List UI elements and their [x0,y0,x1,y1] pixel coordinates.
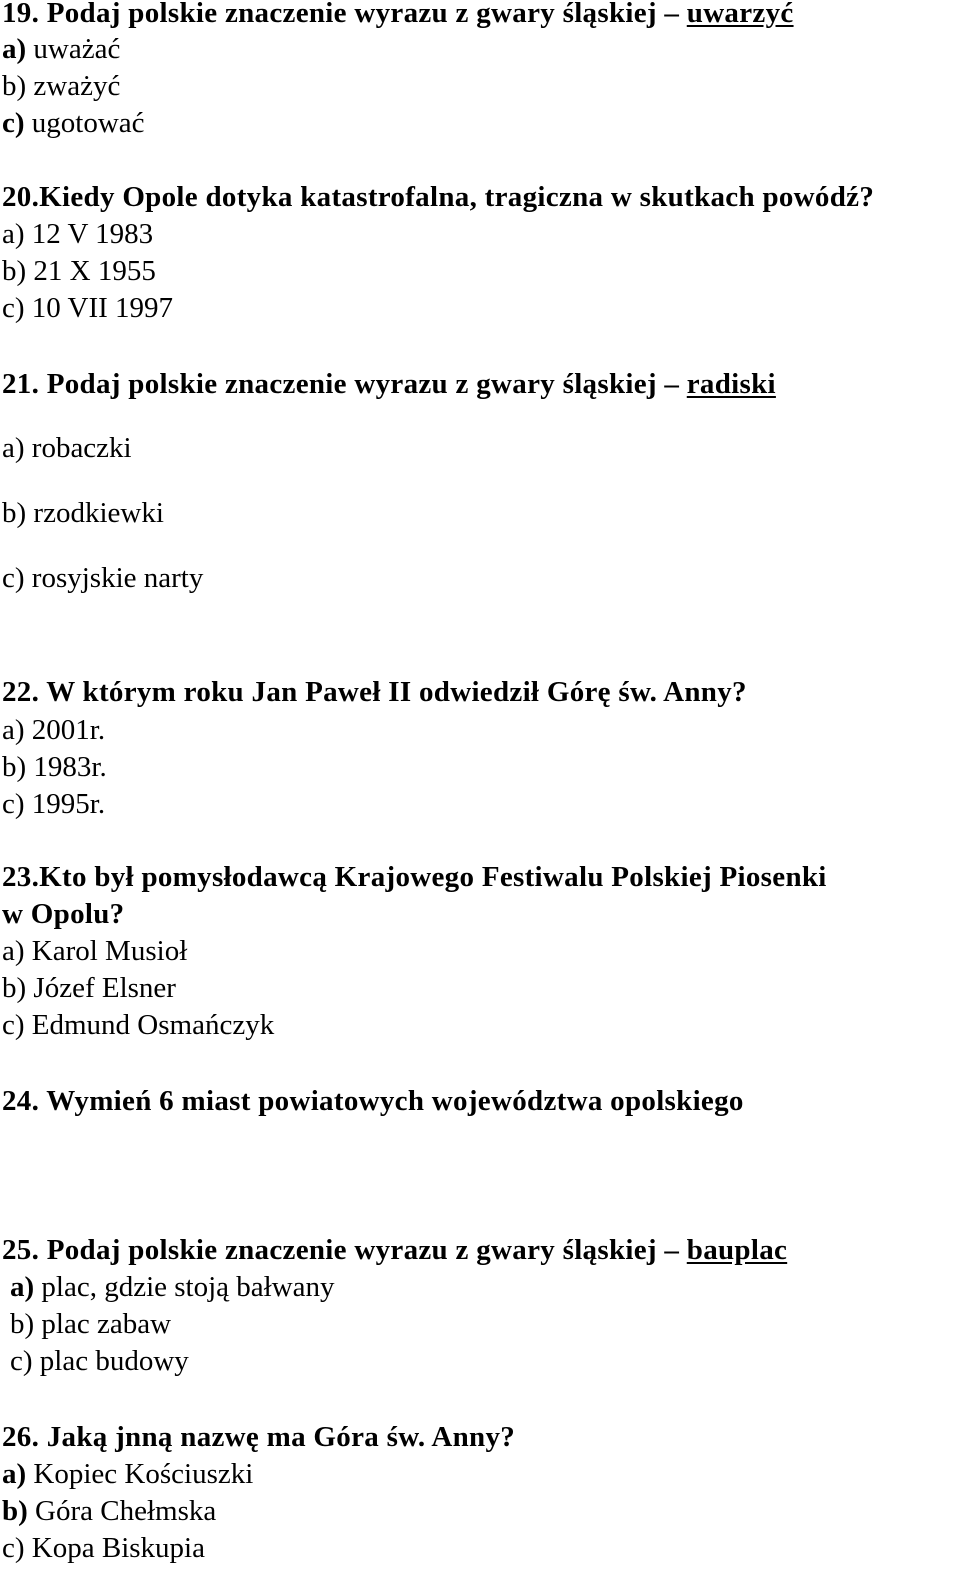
answer-option [2,106,145,140]
option-letter: c) [2,107,25,139]
question-number: 25. [2,1234,40,1266]
option-letter: a) [10,1271,35,1303]
answer-option [10,1270,335,1304]
answer-option [2,496,164,530]
question-text: Jaką jnną nazwę ma Góra św. Anny? [46,1421,516,1453]
question-text: Kiedy Opole dotyka katastrofalna, tragiczna w skutkach powódź? [39,181,875,213]
option-text: robaczki [31,432,132,464]
answer-option [2,69,120,103]
answer-option [10,1307,171,1341]
question-text: Podaj polskie znaczenie wyrazu z gwary śląskiej – [46,368,687,400]
dialect-term: bauplac [686,1234,788,1266]
answer-option [2,217,153,251]
answer-option [2,934,187,968]
answer-option [2,971,176,1005]
dialect-term: uwarzyć [686,0,794,29]
option-letter: a) [2,935,25,967]
question-26 [2,1420,515,1454]
question-number: 23. [2,861,40,893]
answer-option [2,32,120,66]
option-text: rosyjskie narty [31,562,204,594]
option-letter: b) [2,1495,28,1527]
question-19 [2,0,794,30]
option-letter: b) [2,751,27,783]
option-letter: a) [2,714,25,746]
option-letter: b) [2,972,27,1004]
question-21 [2,367,776,401]
question-text: w Opolu? [2,898,125,930]
option-text: 2001r. [31,714,106,746]
question-23 [2,860,827,894]
question-24 [2,1084,744,1118]
answer-option [2,561,203,595]
answer-option [2,750,107,784]
answer-option [2,1008,274,1042]
question-22 [2,675,747,709]
answer-option [2,1457,253,1491]
question-number: 21. [2,368,40,400]
option-letter: a) [2,33,27,65]
option-letter: b) [2,70,27,102]
option-text: plac zabaw [41,1308,172,1340]
question-text: Podaj polskie znaczenie wyrazu z gwary śląskiej – [46,1234,687,1266]
option-text: 12 V 1983 [31,218,154,250]
question-25 [2,1233,787,1267]
dialect-term: radiski [686,368,776,400]
question-number: 19. [2,0,40,29]
answer-option [2,787,105,821]
option-text: Józef Elsner [33,972,176,1004]
option-text: 1995r. [31,788,106,820]
option-letter: b) [10,1308,35,1340]
answer-option [10,1344,189,1378]
option-letter: c) [2,1009,25,1041]
answer-option [2,713,105,747]
option-text: plac, gdzie stoją bałwany [41,1271,335,1303]
option-letter: a) [2,432,25,464]
question-text: W którym roku Jan Paweł II odwiedził Górę św. Anny? [46,676,747,708]
answer-option [2,254,156,288]
option-letter: b) [2,497,27,529]
question-text: Kto był pomysłodawcą Krajowego Festiwalu Polskiej Piosenki [39,861,827,893]
option-letter: c) [2,788,25,820]
option-text: Kopiec Kościuszki [33,1458,254,1490]
question-text: Wymień 6 miast powiatowych województwa opolskiego [46,1085,744,1117]
option-letter: a) [2,1458,27,1490]
option-text: 21 X 1955 [33,255,156,287]
question-number: 22. [2,676,40,708]
option-text: rzodkiewki [33,497,164,529]
option-letter: a) [2,218,25,250]
question-number: 24. [2,1085,40,1117]
question-number: 26. [2,1421,40,1453]
option-text: 10 VII 1997 [31,292,174,324]
option-text: zważyć [33,70,121,102]
answer-option [2,291,173,325]
option-text: Góra Chełmska [35,1495,217,1527]
option-text: Karol Musioł [31,935,188,967]
option-letter: c) [10,1345,33,1377]
option-text: plac budowy [39,1345,189,1377]
option-letter: b) [2,255,27,287]
option-text: uważać [33,33,121,65]
answer-option [2,431,132,465]
answer-option [2,1531,205,1565]
option-letter: c) [2,292,25,324]
option-text: ugotować [31,107,145,139]
question-23-continuation [2,897,124,931]
question-20 [2,180,874,214]
answer-option [2,1494,216,1528]
question-number: 20. [2,181,40,213]
option-letter: c) [2,1532,25,1564]
option-text: 1983r. [33,751,107,783]
option-text: Kopa Biskupia [31,1532,205,1564]
question-text: Podaj polskie znaczenie wyrazu z gwary śląskiej – [46,0,687,29]
option-text: Edmund Osmańczyk [31,1009,275,1041]
option-letter: c) [2,562,25,594]
